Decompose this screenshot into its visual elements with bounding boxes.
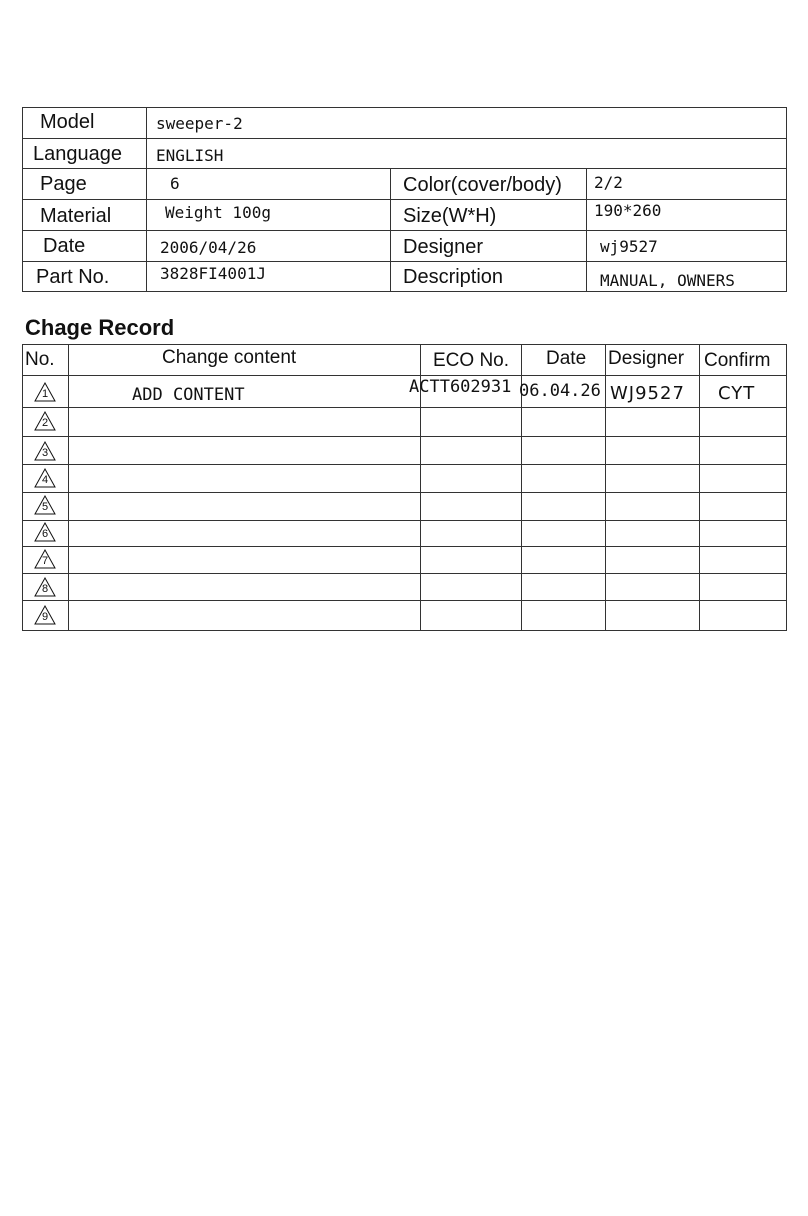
revision-triangle-icon <box>34 522 56 542</box>
language-label: Language <box>33 143 122 165</box>
header-date: Date <box>546 348 587 369</box>
material-label: Material <box>40 205 112 227</box>
revision-triangle-icon <box>34 605 56 625</box>
color-label: Color(cover/body) <box>403 174 562 196</box>
row-number: 4 <box>41 474 49 486</box>
header-eco-no: ECO No. <box>433 350 510 371</box>
row-number: 1 <box>41 388 49 400</box>
row-number: 3 <box>41 447 49 459</box>
row1-content: ADD CONTENT <box>132 385 245 405</box>
revision-triangle-icon <box>34 441 56 461</box>
designer-label: Designer <box>403 236 484 258</box>
row-number: 9 <box>41 611 49 623</box>
part-no-value: 3828FI4001J <box>160 264 266 283</box>
description-value: MANUAL, OWNERS <box>600 271 735 290</box>
row1-eco: ACTT602931 <box>409 377 512 397</box>
row1-designer: WJ9527 <box>610 383 685 404</box>
revision-triangle-icon <box>34 468 56 488</box>
color-value: 2/2 <box>594 173 623 192</box>
header-change-content: Change content <box>162 347 297 368</box>
header-confirm: Confirm <box>704 350 771 371</box>
row-number: 6 <box>41 528 49 540</box>
change-record-title: Chage Record <box>25 315 175 340</box>
row-number: 7 <box>41 555 49 567</box>
row-number: 5 <box>41 501 49 513</box>
revision-triangle-icon <box>34 495 56 515</box>
revision-triangle-icon <box>34 411 56 431</box>
page-value: 6 <box>170 174 180 193</box>
description-label: Description <box>403 266 504 288</box>
row-number: 2 <box>41 417 49 429</box>
date-value: 2006/04/26 <box>160 238 257 257</box>
row1-confirm: CYT <box>718 383 756 404</box>
language-value: ENGLISH <box>156 146 224 165</box>
revision-triangle-icon <box>34 549 56 569</box>
header-designer: Designer <box>608 348 685 369</box>
revision-triangle-icon <box>34 577 56 597</box>
model-label: Model <box>40 111 95 133</box>
size-label: Size(W*H) <box>403 205 497 227</box>
row1-date: 06.04.26 <box>519 381 601 401</box>
revision-triangle-icon <box>34 382 56 402</box>
size-value: 190*260 <box>594 201 662 220</box>
model-value: sweeper-2 <box>156 114 243 133</box>
material-value: Weight 100g <box>165 203 271 222</box>
header-no: No. <box>25 349 55 370</box>
page-label: Page <box>40 173 87 195</box>
date-label: Date <box>43 235 86 257</box>
row-number: 8 <box>41 583 49 595</box>
designer-value: wj9527 <box>600 237 658 256</box>
part-no-label: Part No. <box>36 266 110 288</box>
